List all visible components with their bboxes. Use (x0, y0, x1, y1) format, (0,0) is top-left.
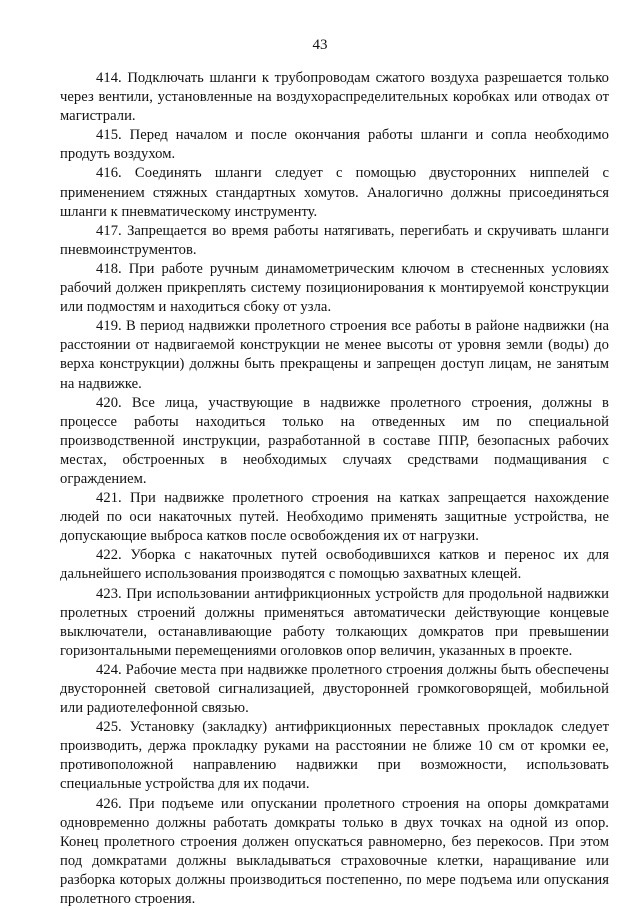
paragraph-415: 415. Перед началом и после окончания работы шланги и сопла необходимо продуть воздухом. (60, 127, 609, 163)
page-number: 43 (312, 37, 328, 53)
paragraph-418: 418. При работе ручным динамометрическим ключом в стесненных условиях рабочий должен прикреплять систему позиционирования к монтируемой конструкции или подмостям и находиться сбоку от узла. (60, 260, 609, 316)
paragraph-426: 426. При подъеме или опускании пролетного строения на опоры домкратами одновременно должны работать домкраты только в двух точках на одной из опор. Конец пролетного строения должен опускаться равномерно, без перекосов. При этом под домкратами должны выкладываться страховочные клетки, наращивание или разборка которых должны производиться постепенно, по мере подъема или опускания пролетного строения. (60, 795, 609, 908)
paragraph-423: 423. При использовании антифрикционных устройств для продольной надвижки пролетных строений должны применяться автоматически действующие концевые выключатели, останавливающие работу толкающих домкратов при превышении горизонтальными перемещениями оголовков опор величин, указанных в проекте. (60, 585, 609, 659)
paragraph-414: 414. Подключать шланги к трубопроводам сжатого воздуха разрешается только через вентили, установленные на воздухораспределительных коробках или отводах от магистрали. (60, 70, 609, 125)
paragraph-422: 422. Уборка с накаточных путей освободившихся катков и перенос их для дальнейшего использования производятся с помощью захватных клещей. (60, 547, 609, 583)
paragraph-416: 416. Соединять шланги следует с помощью двусторонних ниппелей с применением стяжных стандартных хомутов. Аналогично должны присоединяться шланги к пневматическому инструменту. (60, 165, 609, 220)
document-body (60, 69, 609, 909)
paragraph-417: 417. Запрещается во время работы натягивать, перегибать и скручивать шланги пневмоинструментов. (60, 222, 609, 258)
paragraph-419: 419. В период надвижки пролетного строения все работы в районе надвижки (на расстоянии от надвигаемой конструкции не менее высоты от уровня земли (воды) до верха конструкции) должны быть прекращены и запрещен доступ лицам, не занятым на надвижке. (60, 318, 609, 392)
paragraph-425: 425. Установку (закладку) антифрикционных переставных прокладок следует производить, держа прокладку руками на расстоянии не ближе 10 см от кромки ее, противоположной направлению надвижки при возможности, использовать специальные устройства для их подачи. (60, 719, 609, 793)
paragraph-424: 424. Рабочие места при надвижке пролетного строения должны быть обеспечены двусторонней световой сигнализацией, двусторонней громкоговорящей, мобильной или радиотелефонной связью. (60, 661, 609, 717)
paragraph-421: 421. При надвижке пролетного строения на катках запрещается нахождение людей по оси накаточных путей. Необходимо применять защитные устройства, не допускающие выброса катков после освобождения их от нагрузки. (60, 490, 609, 545)
paragraph-420: 420. Все лица, участвующие в надвижке пролетного строения, должны в процессе работы находиться только на отведенных им по специальной производственной инструкции, разработанной в составе ППР, безопасных рабочих местах, обстроенных в необходимых случаях средствами подмащивания с ограждением. (60, 394, 609, 487)
